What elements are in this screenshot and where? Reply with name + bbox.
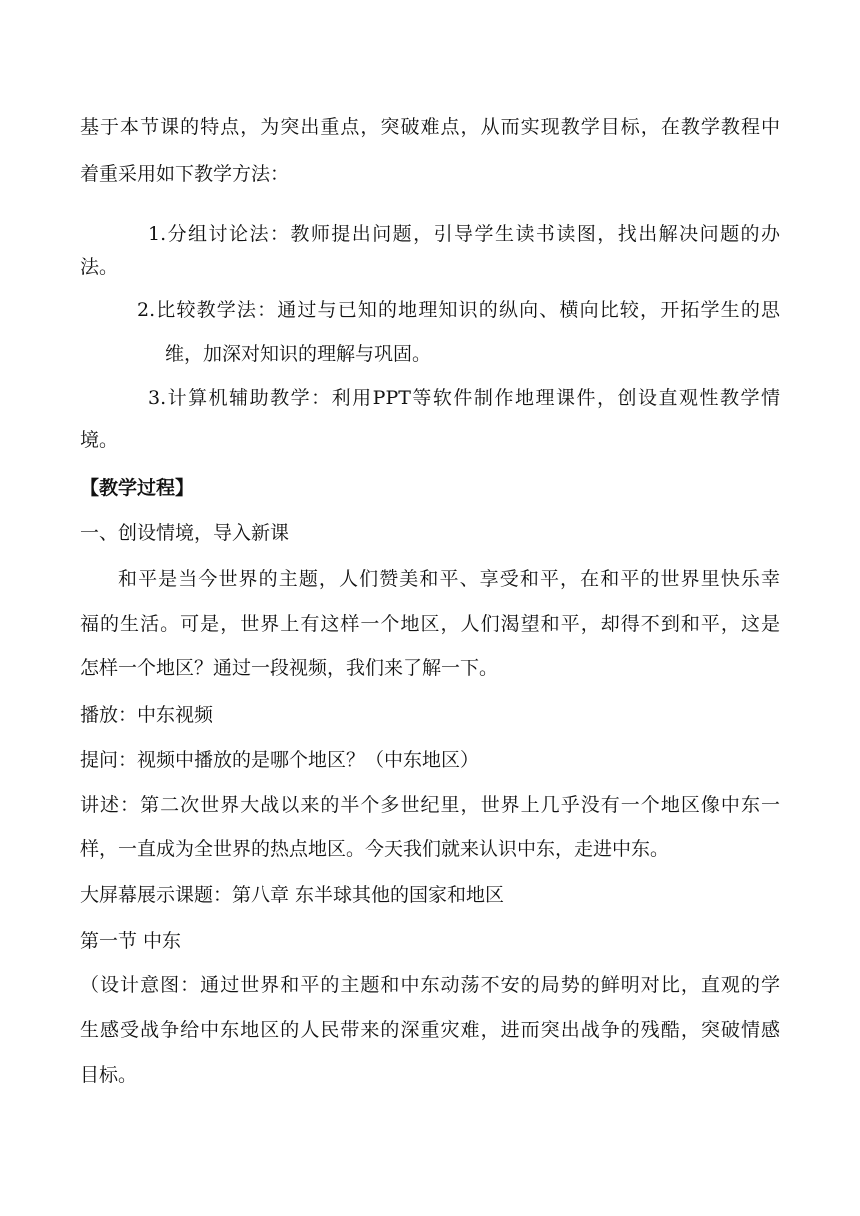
play-video-line: 播放：中东视频	[80, 704, 214, 726]
design-intent-line-1: （设计意图：通过世界和平的主题和中东动荡不安的局势的鲜明对比，直观的学	[80, 974, 780, 996]
paragraph-1-line-1: 和平是当今世界的主题，人们赞美和平、享受和平，在和平的世界里快乐幸	[118, 568, 780, 590]
lesson-title: 第一节 中东	[80, 930, 182, 952]
design-intent-line-2: 生感受战争给中东地区的人民带来的深重灾难，进而突出战争的残酷，突破情感	[80, 1019, 780, 1041]
intro-line-2: 着重采用如下教学方法：	[80, 163, 290, 185]
method-1-line-2: 法。	[80, 256, 119, 278]
section-1-title: 一、创设情境，导入新课	[80, 522, 290, 544]
question-line: 提问：视频中播放的是哪个地区？（中东地区）	[80, 749, 480, 771]
method-1-line-1: 1.分组讨论法：教师提出问题，引导学生读书读图，找出解决问题的办	[148, 223, 780, 245]
design-intent-line-3: 目标。	[80, 1064, 138, 1086]
paragraph-1-line-2: 福的生活。可是，世界上有这样一个地区，人们渴望和平，却得不到和平，这是	[80, 613, 780, 635]
intro-line-1: 基于本节课的特点，为突出重点，突破难点，从而实现教学目标，在教学教程中	[80, 116, 780, 138]
paragraph-1-line-3: 怎样一个地区？通过一段视频，我们来了解一下。	[80, 657, 499, 679]
teaching-process-heading: 【教学过程】	[80, 477, 195, 499]
narration-line-2: 样，一直成为全世界的热点地区。今天我们就来认识中东，走进中东。	[80, 838, 670, 860]
screen-topic-line: 大屏幕展示课题：第八章 东半球其他的国家和地区	[80, 884, 505, 906]
method-2-line-2: 维，加深对知识的理解与巩固。	[165, 343, 432, 365]
narration-line-1: 讲述：第二次世界大战以来的半个多世纪里，世界上几乎没有一个地区像中东一	[80, 794, 780, 816]
method-3-line-2: 境。	[80, 429, 119, 451]
method-3-line-1: 3.计算机辅助教学：利用PPT等软件制作地理课件，创设直观性教学情	[148, 387, 780, 409]
method-2-line-1: 2.比较教学法：通过与已知的地理知识的纵向、横向比较，开拓学生的思	[137, 299, 780, 321]
